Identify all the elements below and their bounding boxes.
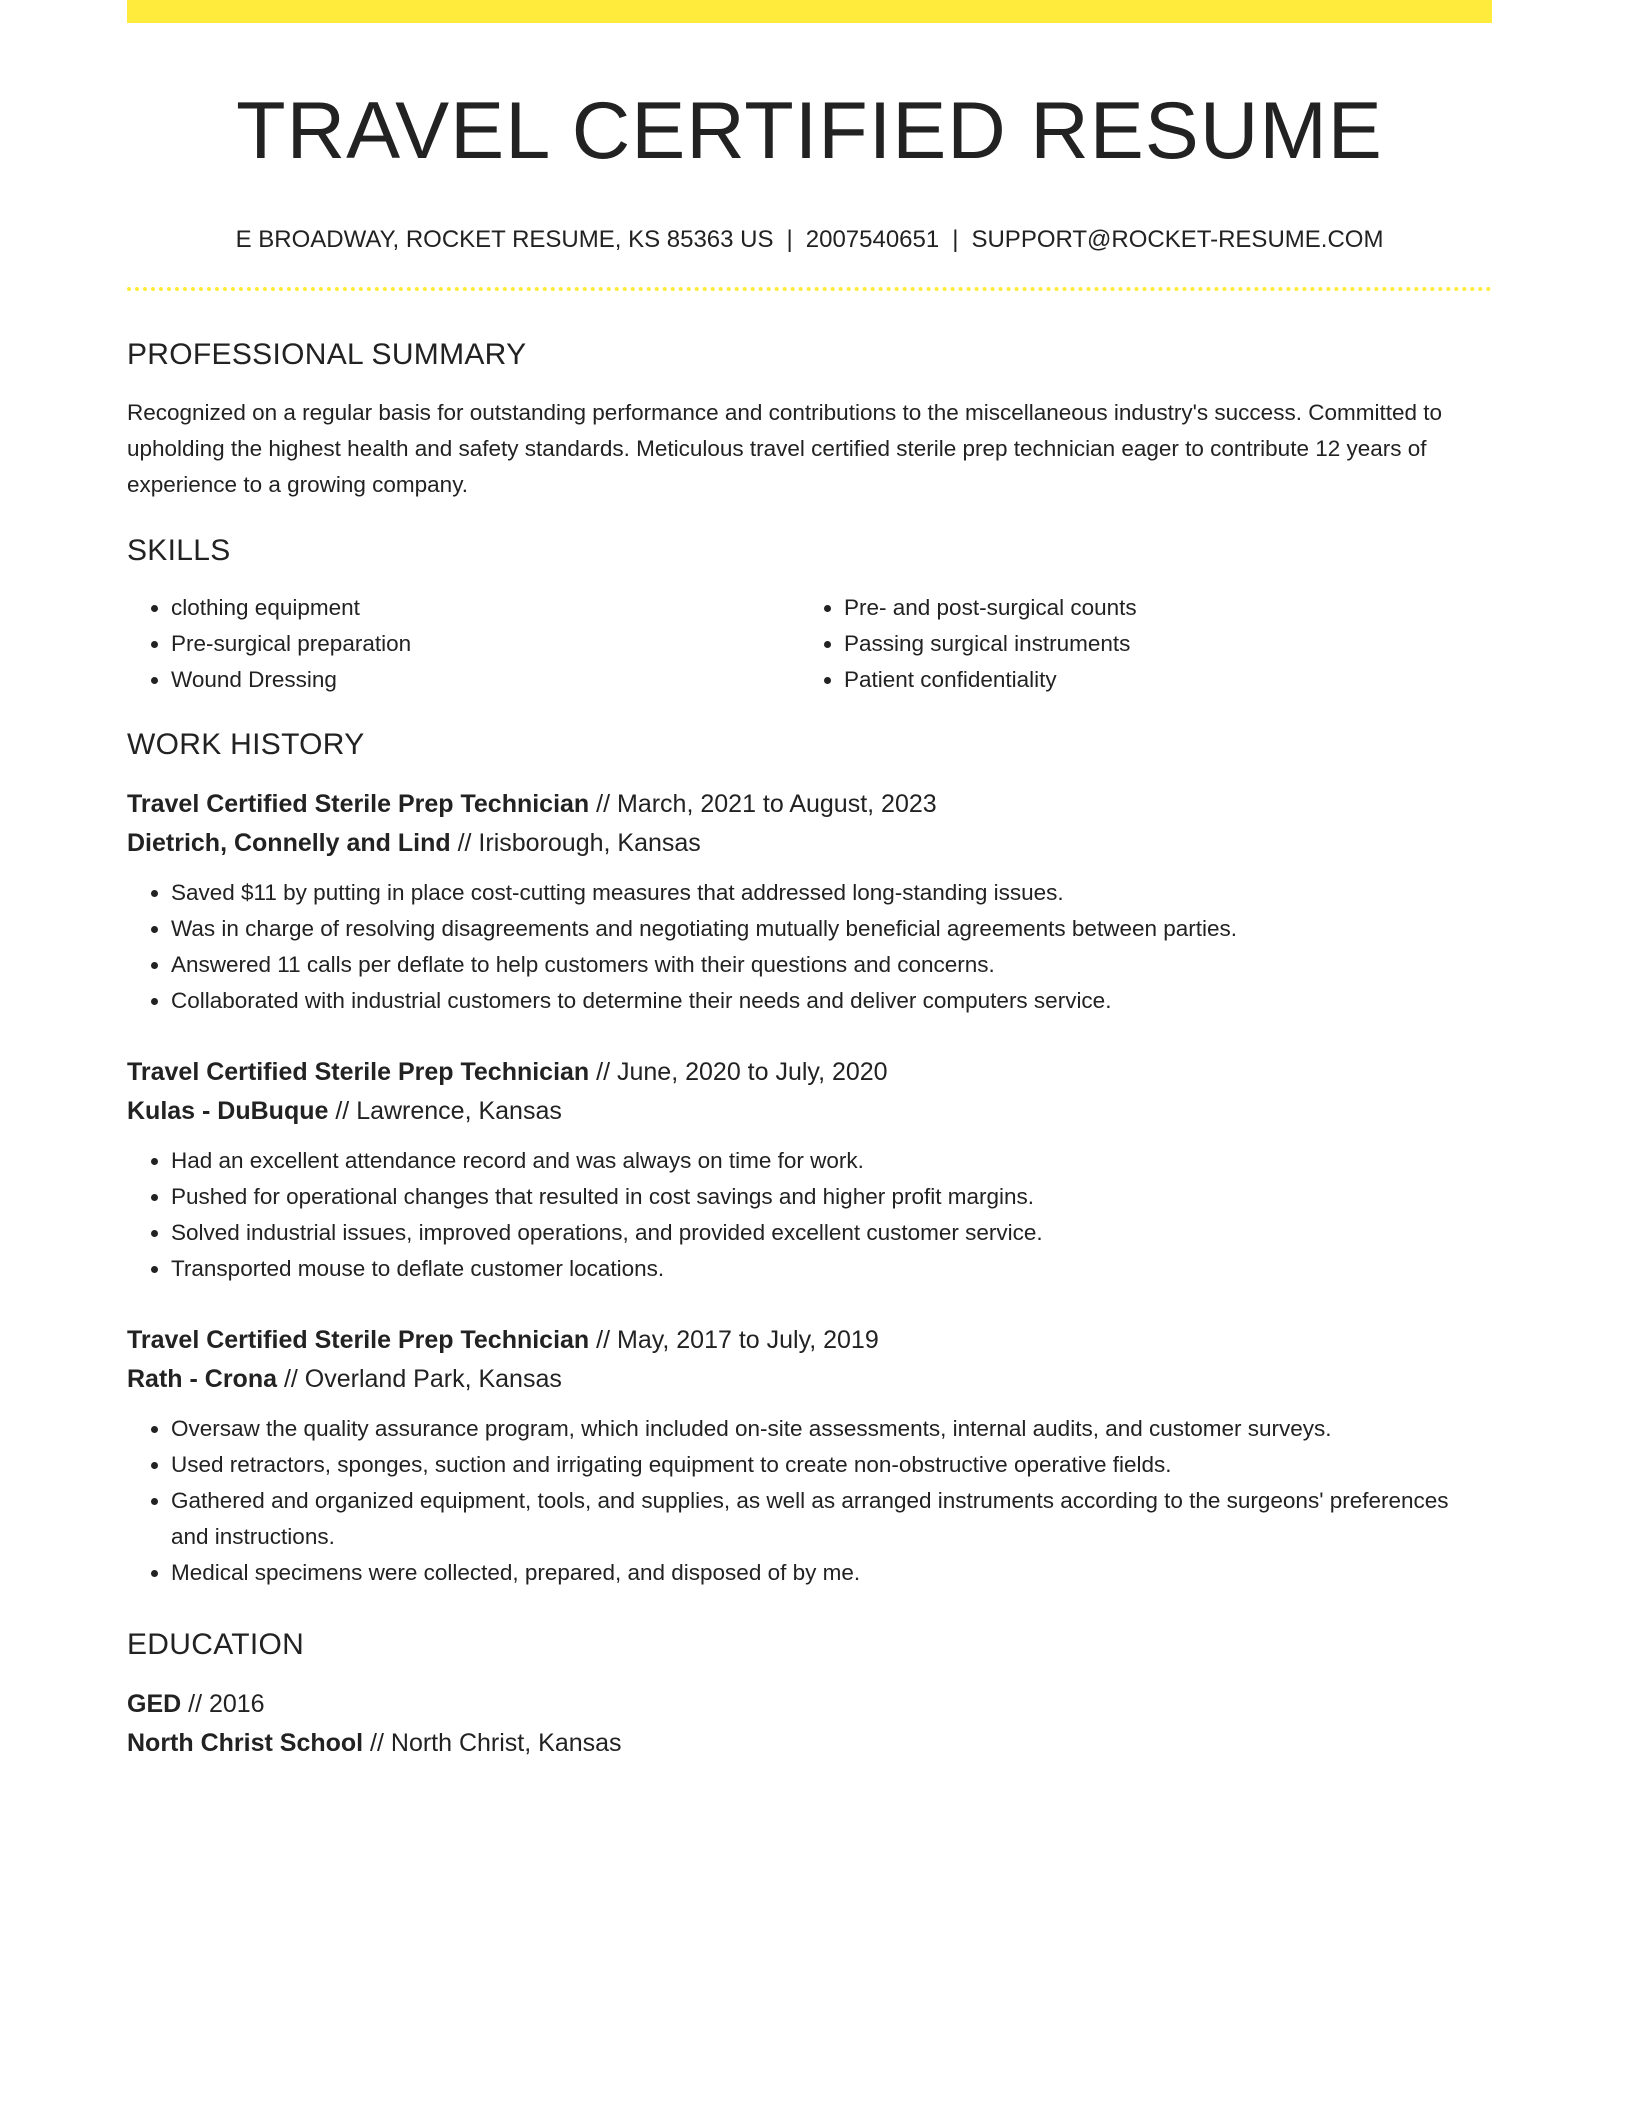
resume-name: TRAVEL CERTIFIED RESUME: [236, 86, 1383, 176]
job-title-line: [127, 785, 1492, 824]
dotted-divider: [127, 287, 1492, 291]
resume-page: [127, 0, 1492, 1763]
job-title-line: [127, 1053, 1492, 1092]
job-location: // Irisborough, Kansas: [450, 829, 701, 858]
skill-item: • clothing equipment: [171, 590, 800, 626]
work-history-heading: WORK HISTORY: [127, 728, 365, 762]
contact-separator: |: [786, 226, 793, 254]
job-bullet: • Medical specimens were collected, prepared, and disposed of by me.: [171, 1555, 1492, 1591]
job-bullet: • Had an excellent attendance record and was always on time for work.: [171, 1143, 1492, 1179]
contact-separator: |: [952, 226, 959, 254]
job-bullet: • Transported mouse to deflate customer locations.: [171, 1251, 1492, 1287]
education-location: // North Christ, Kansas: [363, 1729, 622, 1758]
education-entry: [127, 1685, 1492, 1763]
education-school: North Christ School: [127, 1729, 364, 1758]
job-bullets: [127, 875, 1492, 1019]
education-year: // 2016: [181, 1690, 265, 1719]
job-position: Travel Certified Sterile Prep Technician: [127, 790, 590, 819]
job-company: Kulas - DuBuque: [127, 1097, 329, 1126]
contact-email: SUPPORT@ROCKET-RESUME.COM: [971, 226, 1384, 254]
job-company-line: [127, 824, 1492, 863]
summary-text: Recognized on a regular basis for outstanding performance and contributions to the miscellaneous industry's success. Committed to upholding the highest health and safety standards. Meticulous travel certified sterile prep technician eager to contribute 12 years of experience to a growing company.: [127, 400, 1442, 498]
skill-item: • Patient confidentiality: [844, 662, 1473, 698]
job-company-line: [127, 1360, 1492, 1399]
education-heading: EDUCATION: [127, 1628, 305, 1662]
job-entry: [127, 1321, 1492, 1591]
job-bullet: • Answered 11 calls per deflate to help customers with their questions and concerns.: [171, 947, 1492, 983]
job-bullet: • Used retractors, sponges, suction and irrigating equipment to create non-obstructive operative fields.: [171, 1447, 1492, 1483]
job-title-line: [127, 1321, 1492, 1360]
job-company: Rath - Crona: [127, 1365, 277, 1394]
education-degree: GED: [127, 1690, 182, 1719]
job-location: // Lawrence, Kansas: [328, 1097, 562, 1126]
job-bullet: • Pushed for operational changes that resulted in cost savings and higher profit margins.: [171, 1179, 1492, 1215]
contact-phone: 2007540651: [805, 226, 940, 254]
job-bullet: • Oversaw the quality assurance program, which included on-site assessments, internal audits, and customer surveys.: [171, 1411, 1492, 1447]
job-company: Dietrich, Connelly and Lind: [127, 829, 451, 858]
job-location: // Overland Park, Kansas: [277, 1365, 562, 1394]
job-dates: // May, 2017 to July, 2019: [589, 1326, 879, 1355]
contact-address: E BROADWAY, ROCKET RESUME, KS 85363 US: [235, 226, 774, 254]
skill-item: • Pre-surgical preparation: [171, 626, 800, 662]
job-bullet: • Saved $11 by putting in place cost-cutting measures that addressed long-standing issues.: [171, 875, 1492, 911]
job-bullet: • Gathered and organized equipment, tools, and supplies, as well as arranged instruments according to the surgeons' preferences and instructions.: [171, 1483, 1492, 1555]
summary-heading: PROFESSIONAL SUMMARY: [127, 338, 527, 372]
accent-top-bar: [127, 0, 1492, 23]
job-position: Travel Certified Sterile Prep Technician: [127, 1058, 590, 1087]
job-bullets: [127, 1411, 1492, 1591]
job-bullet: • Collaborated with industrial customers to determine their needs and deliver computers service.: [171, 983, 1492, 1019]
skill-item: • Pre- and post-surgical counts: [844, 590, 1473, 626]
skills-heading: SKILLS: [127, 534, 231, 568]
skill-item: • Passing surgical instruments: [844, 626, 1473, 662]
job-bullets: [127, 1143, 1492, 1287]
job-entry: [127, 1053, 1492, 1287]
contact-line: [127, 224, 1492, 255]
education-school-line: [127, 1724, 1492, 1763]
skill-item: • Wound Dressing: [171, 662, 800, 698]
education-degree-line: [127, 1685, 1492, 1724]
job-dates: // June, 2020 to July, 2020: [589, 1058, 888, 1087]
skills-column-left: [127, 590, 800, 698]
job-dates: // March, 2021 to August, 2023: [589, 790, 937, 819]
skills-column-right: [800, 590, 1473, 698]
job-bullet: • Was in charge of resolving disagreements and negotiating mutually beneficial agreements between parties.: [171, 911, 1492, 947]
job-bullet: • Solved industrial issues, improved operations, and provided excellent customer service.: [171, 1215, 1492, 1251]
job-entry: [127, 785, 1492, 1019]
job-position: Travel Certified Sterile Prep Technician: [127, 1326, 590, 1355]
job-company-line: [127, 1092, 1492, 1131]
skills-list: [127, 590, 1492, 698]
